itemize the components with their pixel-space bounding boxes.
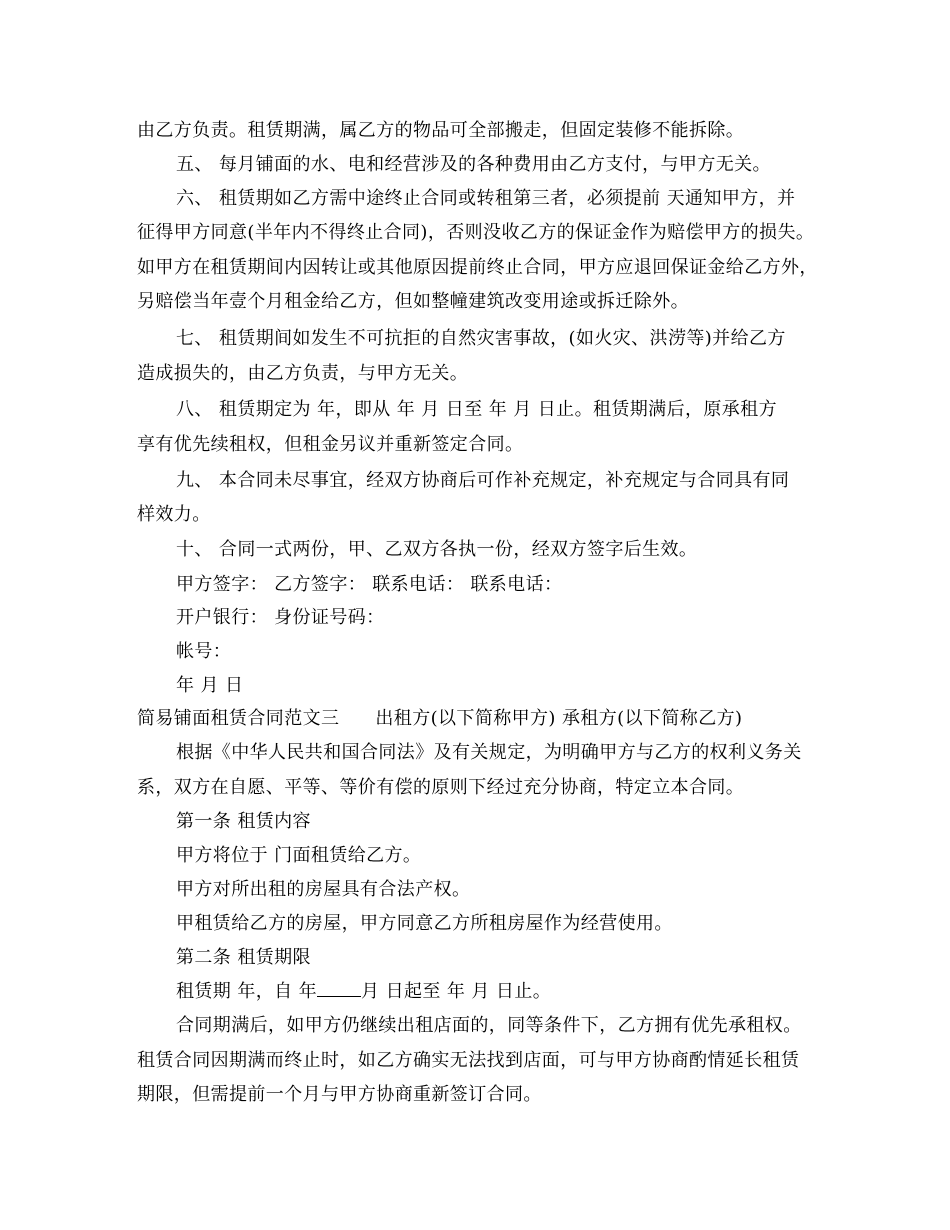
text-line: 如甲方在租赁期间内因转让或其他原因提前终止合同，甲方应退回保证金给乙方外， [137, 257, 818, 278]
text-line: 七、 租赁期间如发生不可抗拒的自然灾害事故，(如火灾、洪涝等)并给乙方 [176, 328, 786, 349]
text-line: 租赁合同因期满而终止时，如乙方确实无法找到店面，可与甲方协商酌情延长租赁 [137, 1050, 800, 1071]
text-line: 九、 本合同未尽事宜，经双方协商后可作补充规定，补充规定与合同具有同 [176, 470, 790, 491]
text-line: 另赔偿当年壹个月租金给乙方，但如整幢建筑改变用途或拆迁除外。 [137, 291, 689, 312]
bank-id-fields-line: 开户银行： 身份证号码： [176, 607, 385, 628]
text-line: 合同期满后，如甲方仍继续出租店面的，同等条件下，乙方拥有优先承租权。 [176, 1015, 802, 1036]
text-line: 享有优先续租权，但租金另议并重新签定合同。 [137, 434, 524, 455]
text-line: 由乙方负责。租赁期满，属乙方的物品可全部搬走，但固定装修不能拆除。 [137, 120, 745, 141]
text-line: 十、 合同一式两份，甲、乙双方各执一份，经双方签字后生效。 [176, 539, 698, 560]
lease-term-line: 租赁期 年，自 年 月 日起至 年 月 日止。 [176, 981, 552, 1002]
signature-fields-line: 甲方签字： 乙方签字： 联系电话： 联系电话： [176, 574, 563, 595]
text-line: 征得甲方同意(半年内不得终止合同)，否则没收乙方的保证金作为赔偿甲方的损失。 [137, 222, 815, 243]
section-title: 简易铺面租赁合同范文三 [137, 708, 340, 729]
text-line: 六、 租赁期如乙方需中途终止合同或转租第三者，必须提前 天通知甲方，并 [176, 188, 796, 209]
text-line: 甲方将位于 门面租赁给乙方。 [176, 845, 422, 866]
parties-text: 出租方(以下简称甲方) 承租方(以下简称乙方) [375, 708, 743, 729]
text-line: 系，双方在自愿、平等、等价有偿的原则下经过充分协商，特定立本合同。 [137, 777, 745, 798]
article-heading: 第二条 租赁期限 [176, 947, 311, 968]
blank-underline [317, 980, 361, 997]
text-line: 造成损失的，由乙方负责，与甲方无关。 [137, 363, 469, 384]
text-line: 样效力。 [137, 504, 211, 525]
text-line: 期限，但需提前一个月与甲方协商重新签订合同。 [137, 1084, 542, 1105]
text-line: 五、 每月铺面的水、电和经营涉及的各种费用由乙方支付，与甲方无关。 [176, 154, 771, 175]
text-line: 八、 租赁期定为 年，即从 年 月 日至 年 月 日止。租赁期满后，原承租方 [176, 399, 777, 420]
article-heading: 第一条 租赁内容 [176, 811, 311, 832]
text-line: 甲租赁给乙方的房屋，甲方同意乙方所租房屋作为经营使用。 [176, 913, 673, 934]
account-field-line: 帐号： [176, 641, 232, 662]
text-line: 甲方对所出租的房屋具有合法产权。 [176, 879, 471, 900]
date-field-line: 年 月 日 [176, 675, 244, 696]
section-heading-line [137, 707, 742, 731]
text-line: 根据《中华人民共和国合同法》及有关规定，为明确甲方与乙方的权利义务关 [176, 742, 802, 763]
